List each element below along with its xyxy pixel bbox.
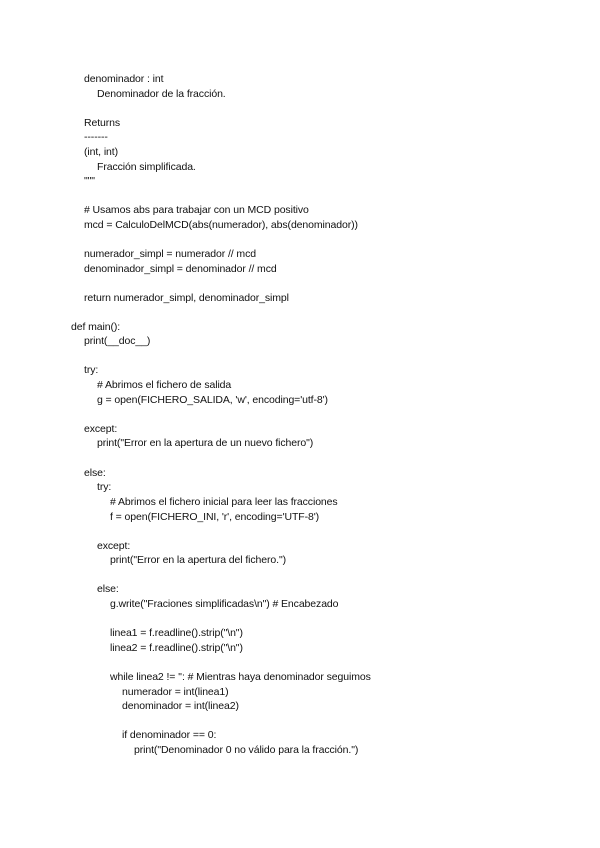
code-line: linea2 = f.readline().strip("\n") <box>110 642 243 654</box>
code-line: (int, int) <box>84 146 119 158</box>
code-line: return numerador_simpl, denominador_simpl <box>84 292 289 304</box>
code-line: linea1 = f.readline().strip("\n") <box>110 627 243 639</box>
code-line: print(__doc__) <box>84 335 151 347</box>
code-line: while linea2 != '': # Mientras haya denominador seguimos <box>110 671 371 683</box>
code-line: print("Error en la apertura de un nuevo fichero") <box>97 437 314 449</box>
code-line: print("Error en la apertura del fichero.") <box>110 554 286 566</box>
code-line: mcd = CalculoDelMCD(abs(numerador), abs(denominador)) <box>84 219 358 231</box>
code-line: else: <box>97 583 119 595</box>
code-line: numerador_simpl = numerador // mcd <box>84 248 256 260</box>
code-line: denominador : int <box>84 73 164 85</box>
code-line: g = open(FICHERO_SALIDA, 'w', encoding='utf-8') <box>97 394 328 406</box>
code-line: except: <box>97 540 131 552</box>
code-line: numerador = int(linea1) <box>122 686 229 698</box>
code-line: """ <box>84 175 95 187</box>
code-line: ------- <box>84 131 108 143</box>
code-line: denominador = int(linea2) <box>122 700 239 712</box>
code-line: else: <box>84 467 106 479</box>
code-line: # Usamos abs para trabajar con un MCD positivo <box>84 204 309 216</box>
code-line: f = open(FICHERO_INI, 'r', encoding='UTF-8') <box>110 511 320 523</box>
code-line: # Abrimos el fichero inicial para leer las fracciones <box>110 496 338 508</box>
code-line: g.write("Fraciones simplificadas\n") # Encabezado <box>110 598 339 610</box>
code-line: print("Denominador 0 no válido para la fracción.") <box>134 744 359 756</box>
code-line: def main(): <box>71 321 121 333</box>
code-line: Returns <box>84 117 121 129</box>
code-line: denominador_simpl = denominador // mcd <box>84 263 277 275</box>
code-line: except: <box>84 423 118 435</box>
code-line: # Abrimos el fichero de salida <box>97 379 232 391</box>
code-line: Denominador de la fracción. <box>97 88 226 100</box>
code-line: if denominador == 0: <box>122 729 217 741</box>
code-line: try: <box>97 481 112 493</box>
code-line: Fracción simplificada. <box>97 161 196 173</box>
code-line: try: <box>84 364 99 376</box>
